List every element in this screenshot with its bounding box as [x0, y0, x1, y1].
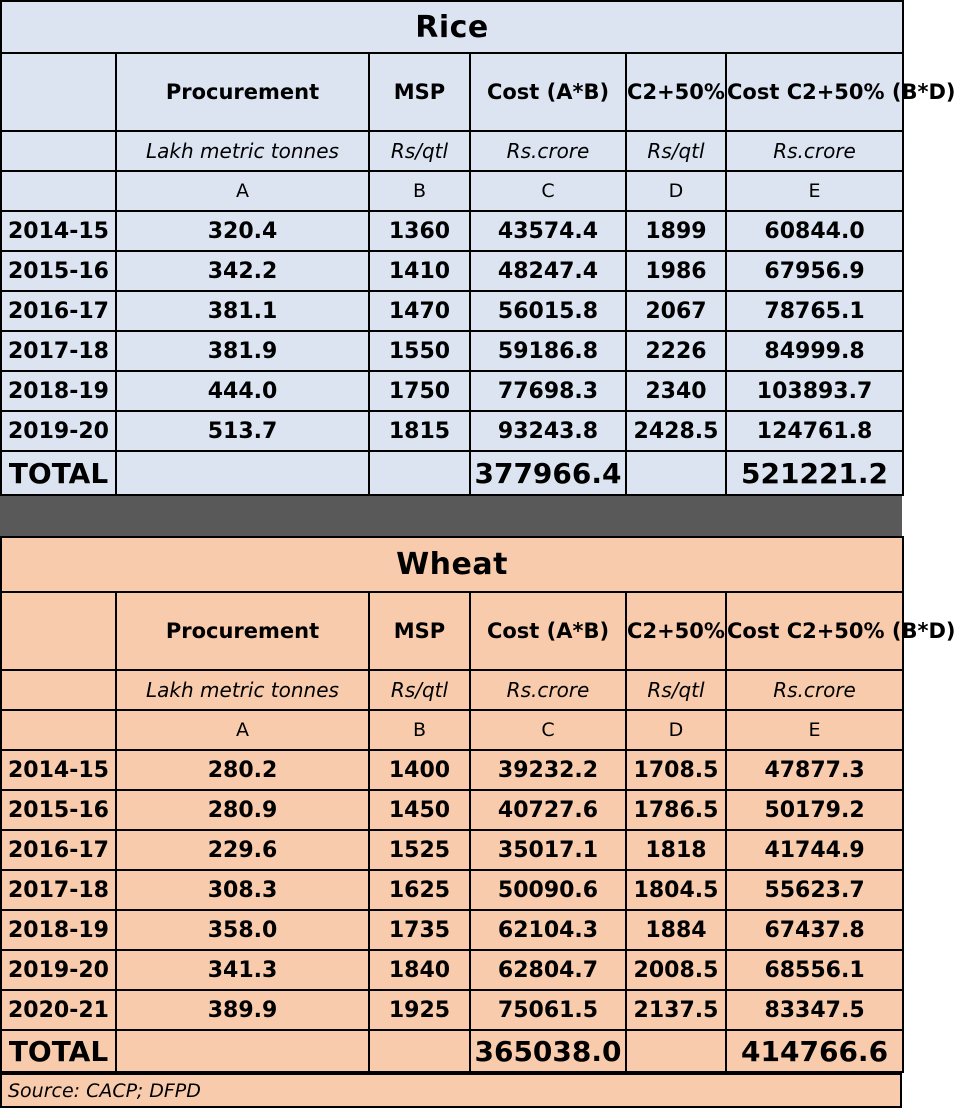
wheat-table — [0, 536, 956, 1073]
cost-cell: 48247.4 — [470, 251, 626, 291]
year-cell: 2020-21 — [1, 990, 116, 1030]
unit-procurement: Lakh metric tonnes — [116, 131, 369, 171]
cost-cell: 56015.8 — [470, 291, 626, 331]
cost-cell: 50090.6 — [470, 870, 626, 910]
c2-cell: 1884 — [626, 910, 726, 950]
c2-cell: 1818 — [626, 830, 726, 870]
unit-cost: Rs.crore — [470, 131, 626, 171]
unit-msp: Rs/qtl — [369, 131, 470, 171]
msp-cell: 1470 — [369, 291, 470, 331]
msp-cell: 1400 — [369, 750, 470, 790]
header-corner — [1, 53, 116, 131]
total-empty-cell — [369, 1030, 470, 1072]
letter-c: C — [470, 171, 626, 211]
cost-c2-cell: 67437.8 — [726, 910, 903, 950]
cost-c2-cell: 47877.3 — [726, 750, 903, 790]
total-empty-cell — [626, 451, 726, 495]
table-row — [1, 251, 903, 291]
table-row — [1, 950, 903, 990]
c2-cell: 2067 — [626, 291, 726, 331]
msp-cell: 1735 — [369, 910, 470, 950]
year-cell: 2015-16 — [1, 790, 116, 830]
procurement-cell: 381.9 — [116, 331, 369, 371]
cost-c2-cell: 103893.7 — [726, 371, 903, 411]
cost-cell: 93243.8 — [470, 411, 626, 451]
c2-cell: 1786.5 — [626, 790, 726, 830]
procurement-cell: 513.7 — [116, 411, 369, 451]
year-cell: 2019-20 — [1, 411, 116, 451]
year-cell: 2019-20 — [1, 950, 116, 990]
letter-b: B — [369, 710, 470, 750]
total-cost: 365038.0 — [470, 1030, 626, 1072]
c2-cell: 2226 — [626, 331, 726, 371]
cost-c2-cell: 78765.1 — [726, 291, 903, 331]
cost-cell: 43574.4 — [470, 211, 626, 251]
msp-cell: 1550 — [369, 331, 470, 371]
total-label: TOTAL — [1, 1030, 116, 1072]
unit-c2: Rs/qtl — [626, 131, 726, 171]
letter-c: C — [470, 710, 626, 750]
header-cost: Cost (A*B) — [470, 53, 626, 131]
year-cell: 2017-18 — [1, 331, 116, 371]
unit-cost-c2: Rs.crore — [726, 131, 903, 171]
procurement-cell: 341.3 — [116, 950, 369, 990]
letter-a: A — [116, 171, 369, 211]
section-divider — [0, 496, 902, 536]
cost-c2-cell: 124761.8 — [726, 411, 903, 451]
header-msp: MSP — [369, 53, 470, 131]
cost-cell: 62804.7 — [470, 950, 626, 990]
msp-cell: 1360 — [369, 211, 470, 251]
cost-cell: 59186.8 — [470, 331, 626, 371]
unit-procurement: Lakh metric tonnes — [116, 670, 369, 710]
table-row — [1, 291, 903, 331]
cost-cell: 40727.6 — [470, 790, 626, 830]
table-row — [1, 371, 903, 411]
table-row — [1, 331, 903, 371]
year-cell: 2014-15 — [1, 750, 116, 790]
table-row — [1, 830, 903, 870]
table-row — [1, 750, 903, 790]
rice-title: Rice — [1, 1, 903, 53]
c2-cell: 2008.5 — [626, 950, 726, 990]
cost-c2-cell: 84999.8 — [726, 331, 903, 371]
procurement-cell: 320.4 — [116, 211, 369, 251]
c2-cell: 1899 — [626, 211, 726, 251]
total-cost: 377966.4 — [470, 451, 626, 495]
cost-c2-cell: 55623.7 — [726, 870, 903, 910]
table-row — [1, 211, 903, 251]
c2-cell: 1986 — [626, 251, 726, 291]
header-procurement: Procurement — [116, 53, 369, 131]
msp-cell: 1750 — [369, 371, 470, 411]
unit-cost-c2: Rs.crore — [726, 670, 903, 710]
table-row — [1, 870, 903, 910]
year-cell: 2014-15 — [1, 211, 116, 251]
letter-corner — [1, 171, 116, 211]
letter-corner — [1, 710, 116, 750]
total-row — [1, 1030, 903, 1072]
unit-c2: Rs/qtl — [626, 670, 726, 710]
msp-cell: 1840 — [369, 950, 470, 990]
header-c2: C2+50% — [626, 53, 726, 131]
procurement-cell: 381.1 — [116, 291, 369, 331]
year-cell: 2017-18 — [1, 870, 116, 910]
unit-corner — [1, 131, 116, 171]
cost-c2-cell: 67956.9 — [726, 251, 903, 291]
table-row — [1, 990, 903, 1030]
c2-cell: 1804.5 — [626, 870, 726, 910]
total-cost-c2: 521221.2 — [726, 451, 903, 495]
c2-cell: 2340 — [626, 371, 726, 411]
cost-cell: 77698.3 — [470, 371, 626, 411]
procurement-cell: 342.2 — [116, 251, 369, 291]
rice-table — [0, 0, 956, 496]
header-cost-c2: Cost C2+50% (B*D) — [726, 53, 903, 131]
year-cell: 2016-17 — [1, 291, 116, 331]
cost-c2-cell: 50179.2 — [726, 790, 903, 830]
letter-e: E — [726, 171, 903, 211]
unit-cost: Rs.crore — [470, 670, 626, 710]
procurement-cell: 280.2 — [116, 750, 369, 790]
cost-cell: 75061.5 — [470, 990, 626, 1030]
cost-c2-cell: 68556.1 — [726, 950, 903, 990]
total-cost-c2: 414766.6 — [726, 1030, 903, 1072]
year-cell: 2016-17 — [1, 830, 116, 870]
msp-cell: 1410 — [369, 251, 470, 291]
cost-c2-cell: 83347.5 — [726, 990, 903, 1030]
year-cell: 2018-19 — [1, 371, 116, 411]
msp-cell: 1925 — [369, 990, 470, 1030]
msp-cell: 1625 — [369, 870, 470, 910]
procurement-cell: 280.9 — [116, 790, 369, 830]
header-cost-c2: Cost C2+50% (B*D) — [726, 592, 903, 670]
total-label: TOTAL — [1, 451, 116, 495]
cost-c2-cell: 60844.0 — [726, 211, 903, 251]
c2-cell: 2137.5 — [626, 990, 726, 1030]
msp-cell: 1450 — [369, 790, 470, 830]
header-msp: MSP — [369, 592, 470, 670]
msp-cell: 1525 — [369, 830, 470, 870]
table-row — [1, 790, 903, 830]
cost-c2-cell: 41744.9 — [726, 830, 903, 870]
letter-d: D — [626, 171, 726, 211]
procurement-cell: 358.0 — [116, 910, 369, 950]
c2-cell: 2428.5 — [626, 411, 726, 451]
header-c2: C2+50% — [626, 592, 726, 670]
unit-msp: Rs/qtl — [369, 670, 470, 710]
total-row — [1, 451, 903, 495]
letter-a: A — [116, 710, 369, 750]
wheat-title: Wheat — [1, 537, 903, 592]
letter-e: E — [726, 710, 903, 750]
total-empty-cell — [116, 451, 369, 495]
source-note: Source: CACP; DFPD — [0, 1073, 902, 1108]
table-row — [1, 910, 903, 950]
letter-d: D — [626, 710, 726, 750]
cost-cell: 62104.3 — [470, 910, 626, 950]
year-cell: 2015-16 — [1, 251, 116, 291]
table-row — [1, 411, 903, 451]
header-procurement: Procurement — [116, 592, 369, 670]
procurement-cell: 389.9 — [116, 990, 369, 1030]
procurement-cell: 308.3 — [116, 870, 369, 910]
c2-cell: 1708.5 — [626, 750, 726, 790]
total-empty-cell — [116, 1030, 369, 1072]
header-cost: Cost (A*B) — [470, 592, 626, 670]
letter-b: B — [369, 171, 470, 211]
unit-corner — [1, 670, 116, 710]
cost-cell: 35017.1 — [470, 830, 626, 870]
year-cell: 2018-19 — [1, 910, 116, 950]
procurement-cell: 444.0 — [116, 371, 369, 411]
cost-cell: 39232.2 — [470, 750, 626, 790]
header-corner — [1, 592, 116, 670]
procurement-cell: 229.6 — [116, 830, 369, 870]
msp-cell: 1815 — [369, 411, 470, 451]
total-empty-cell — [369, 451, 470, 495]
total-empty-cell — [626, 1030, 726, 1072]
